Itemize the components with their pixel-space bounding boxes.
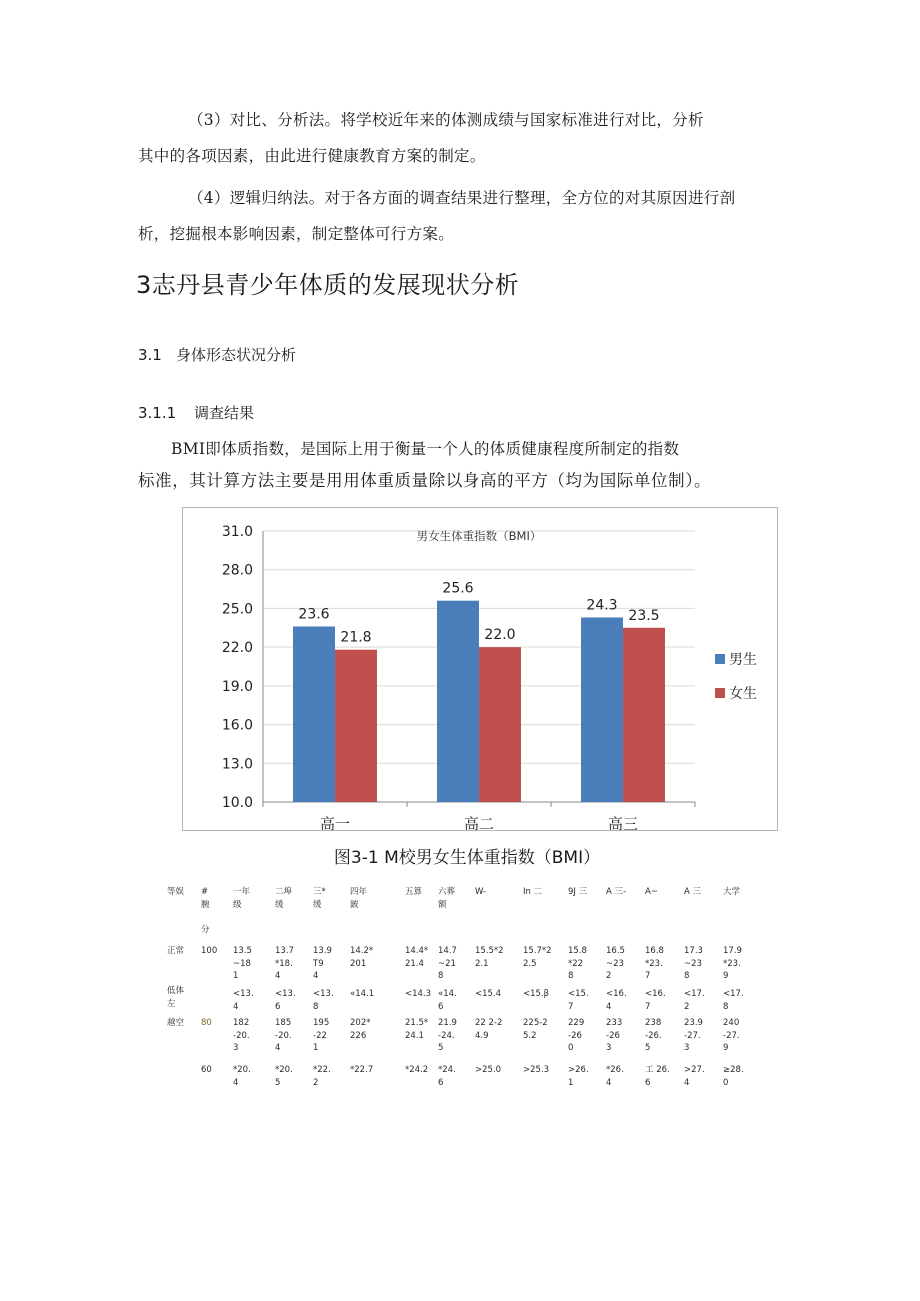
table-cell: [233, 988, 254, 1013]
table-cell-line: -26: [606, 1030, 620, 1041]
table-cell-line: 2: [313, 1077, 319, 1088]
table-cell-line: 4: [233, 1077, 239, 1088]
y-tick-label: 31.0: [221, 524, 253, 540]
table-cell: [275, 945, 294, 983]
table-cell: [275, 988, 296, 1013]
table-cell: [684, 945, 703, 983]
table-cell-line: 3: [606, 1043, 612, 1053]
table-cell-line: 4: [275, 971, 281, 981]
chart-canvas: [183, 508, 777, 830]
subsection-number: 3.1: [138, 346, 162, 364]
table-cell-line: 分: [201, 924, 210, 935]
table-cell-line: >25.0: [475, 1065, 502, 1075]
table-cell-line: <17.: [684, 989, 705, 999]
bar-male: [293, 626, 335, 802]
text-line: 析，挖掘根本影响因素，制定整体可行方案。: [138, 225, 455, 243]
subsubsection-title: 调查结果: [194, 404, 255, 422]
table-cell-line: 5: [645, 1043, 651, 1053]
table-cell-line: T9: [313, 958, 324, 969]
legend-label: 女生: [729, 686, 757, 702]
table-cell-line: <14.3: [405, 989, 432, 999]
table-cell-line: 3: [684, 1043, 690, 1053]
subsubsection-heading: [138, 402, 254, 423]
table-cell-line: -20.: [233, 1030, 250, 1041]
table-cell-line: A 三-: [606, 887, 627, 897]
table-cell-line: 24.1: [405, 1030, 424, 1041]
table-cell-line: 三*: [313, 887, 326, 897]
table-cell-line: 80: [201, 1018, 212, 1028]
table-cell-line: 二埠: [275, 887, 293, 897]
table-cell-line: 2.1: [475, 958, 489, 969]
table-cell-line: 5.2: [523, 1030, 537, 1041]
table-cell: [405, 988, 431, 1001]
table-cell-line: *20.: [233, 1065, 251, 1075]
table-cell-line: 额: [438, 899, 447, 910]
table-cell-line: A~: [645, 887, 658, 897]
figure-caption: 图3-1 M校男女生体重指数（BMI）: [333, 848, 601, 868]
table-header-cell: [684, 886, 701, 899]
table-cell: [723, 988, 744, 1013]
table-row-label: [167, 985, 184, 1010]
table-cell-line: 6: [438, 1001, 444, 1012]
y-tick-label: 19.0: [221, 678, 253, 695]
table-cell-line: 15.7*2: [523, 946, 552, 956]
table-cell-line: 4: [275, 1043, 281, 1053]
table-cell-line: 4: [606, 1077, 612, 1088]
table-cell: [568, 945, 587, 983]
table-cell-line: 185: [275, 1018, 292, 1028]
table-cell: [313, 945, 332, 983]
table-header-cell: [475, 886, 486, 899]
data-label: 21.8: [340, 629, 372, 646]
table-cell-line: *26.: [606, 1065, 624, 1075]
table-cell-line: 7: [645, 971, 651, 981]
table-cell-line: 4: [313, 971, 319, 981]
table-cell-line: ~23: [606, 958, 624, 969]
subsubsection-number: 3.1.1: [138, 404, 177, 422]
table-cell-line: -26.: [645, 1030, 662, 1041]
table-cell-line: 22 2-2: [475, 1018, 503, 1028]
bar-male: [581, 617, 623, 802]
table-cell: [405, 1017, 428, 1042]
table-cell-line: In 二: [523, 887, 543, 897]
table-cell-line: «14.: [438, 989, 457, 999]
text-line: （4）逻辑归纳法。对于各方面的调查结果进行整理，全方位的对其原因进行剖: [188, 189, 736, 207]
table-cell-line: 越空: [167, 1018, 185, 1028]
data-label: 23.5: [628, 607, 660, 624]
table-cell-line: 5: [275, 1077, 281, 1088]
table-cell-line: 21.9: [438, 1018, 457, 1028]
table-cell-line: <13.: [233, 989, 254, 999]
table-cell-line: -27.: [684, 1030, 701, 1041]
table-cell-line: 14.7: [438, 946, 457, 956]
table-cell: [438, 1017, 457, 1055]
table-header-cell: [606, 886, 626, 899]
table-header-cell: [201, 886, 210, 936]
text-line: 其中的各项因素，由此进行健康教育方案的制定。: [138, 147, 486, 165]
section-heading: 3志丹县青少年体质的发展现状分析: [136, 271, 520, 299]
subsection-heading: [138, 344, 296, 365]
table-cell: [523, 945, 552, 970]
data-label: 24.3: [586, 597, 618, 614]
table-cell-line: *22: [568, 958, 584, 969]
table-cell-line: 大学: [723, 887, 741, 897]
table-cell-line: 8: [438, 971, 444, 981]
table-cell-line: A 三: [684, 887, 702, 897]
data-label: 22.0: [484, 627, 516, 644]
bmi-bar-chart: [182, 507, 778, 831]
table-cell: [645, 945, 664, 983]
table-cell-line: 13.7: [275, 946, 294, 956]
table-cell: [645, 1064, 670, 1089]
table-cell-line: 182: [233, 1018, 250, 1028]
table-cell-line: 6: [645, 1077, 651, 1088]
table-cell-line: 缓: [313, 899, 322, 910]
table-cell: [475, 1017, 502, 1042]
table-score-cell: [201, 945, 217, 958]
table-cell-line: 16.5: [606, 946, 625, 956]
table-cell-line: 226: [350, 1030, 367, 1041]
table-cell: [438, 1064, 456, 1089]
table-cell: [568, 988, 589, 1013]
table-cell: [723, 1064, 744, 1089]
table-cell-line: *23.: [723, 958, 741, 969]
table-cell-line: ≥28.: [723, 1065, 744, 1075]
table-cell-line: 21.5*: [405, 1018, 429, 1028]
table-cell-line: *22.7: [350, 1065, 374, 1075]
y-tick-label: 10.0: [221, 795, 253, 811]
table-cell-line: <13.: [275, 989, 296, 999]
table-cell-line: 14.2*: [350, 946, 374, 956]
table-cell-line: 等娱: [167, 887, 185, 897]
table-cell-line: <17.: [723, 989, 744, 999]
table-cell-line: 0: [568, 1043, 574, 1053]
table-cell: [313, 1017, 329, 1055]
text-line: BMI即体质指数，是国际上用于衡量一个人的体质健康程度所制定的指数: [171, 440, 680, 458]
table-cell-line: 鈹: [350, 899, 359, 910]
table-cell-line: <15.: [568, 989, 589, 999]
table-cell: [645, 988, 666, 1013]
table-score-cell: [201, 1017, 212, 1030]
table-cell: [606, 945, 625, 983]
legend-label: 男生: [729, 652, 757, 668]
table-cell-line: 1: [233, 971, 239, 981]
table-cell-line: <13.: [313, 989, 334, 999]
table-cell: [684, 1064, 705, 1089]
table-header-cell: [523, 886, 542, 899]
bmi-paragraph: [138, 433, 788, 497]
table-cell-line: *24.: [438, 1065, 456, 1075]
table-cell: [606, 1017, 622, 1055]
table-cell-line: -24.: [438, 1030, 455, 1041]
table-cell-line: 2.5: [523, 958, 537, 969]
x-tick-label: 高一: [319, 815, 351, 830]
table-cell-line: *24.2: [405, 1065, 429, 1075]
table-header-cell: [167, 886, 184, 899]
table-cell-line: 8: [723, 1001, 729, 1012]
data-label: 23.6: [298, 606, 330, 623]
table-cell: [350, 1064, 373, 1077]
table-cell-line: 233: [606, 1018, 623, 1028]
table-cell-line: 240: [723, 1018, 740, 1028]
table-cell: [350, 945, 373, 970]
table-cell: [233, 1017, 250, 1055]
table-cell-line: 4: [684, 1077, 690, 1088]
table-cell-line: 201: [350, 958, 367, 969]
method-paragraph-4: [138, 180, 788, 252]
table-cell-line: 15.5*2: [475, 946, 504, 956]
table-cell-line: 2: [684, 1001, 690, 1012]
subsection-title: 身体形态状况分析: [176, 346, 297, 364]
table-cell: [568, 1064, 589, 1089]
table-cell: [350, 1017, 370, 1042]
legend-swatch: [715, 688, 725, 698]
table-cell-line: <15.β: [523, 989, 550, 999]
table-cell-line: 23.9: [684, 1018, 703, 1028]
table-row-label: [167, 945, 184, 958]
table-cell: [723, 945, 742, 983]
y-tick-label: 28.0: [221, 562, 253, 579]
table-cell: [723, 1017, 740, 1055]
table-cell-line: 6: [438, 1077, 444, 1088]
table-cell: [438, 945, 457, 983]
table-cell-line: 9: [723, 971, 729, 981]
table-cell-line: 21.4: [405, 958, 424, 969]
table-cell-line: 100: [201, 946, 218, 956]
table-header-cell: [350, 886, 367, 911]
table-cell-line: 4: [233, 1001, 239, 1012]
table-cell: [275, 1017, 292, 1055]
table-cell: [350, 988, 374, 1001]
table-cell-line: 正常: [167, 946, 185, 956]
table-cell-line: 8: [568, 971, 574, 981]
table-cell-line: 2: [606, 971, 612, 981]
bar-female: [335, 650, 377, 802]
table-cell-line: *18.: [275, 958, 293, 969]
table-cell-line: >27.: [684, 1065, 705, 1075]
table-cell: [645, 1017, 662, 1055]
table-cell-line: 左: [167, 998, 176, 1009]
table-cell: [405, 1064, 428, 1077]
table-cell: [405, 945, 428, 970]
table-cell-line: 四年: [350, 887, 368, 897]
table-cell-line: <16.: [606, 989, 627, 999]
table-row-label: [167, 1017, 184, 1030]
table-cell: [233, 945, 252, 983]
table-header-cell: [275, 886, 292, 911]
table-cell-line: 5: [438, 1043, 444, 1053]
table-cell: [606, 988, 627, 1013]
table-cell-line: 16.8: [645, 946, 664, 956]
table-cell-line: 229: [568, 1018, 585, 1028]
table-cell-line: 60: [201, 1065, 212, 1075]
table-cell-line: 202*: [350, 1018, 371, 1028]
table-cell-line: 15.8: [568, 946, 587, 956]
y-tick-label: 25.0: [221, 601, 253, 618]
table-cell-line: 8: [684, 971, 690, 981]
table-cell: [475, 988, 501, 1001]
table-cell-line: 1: [313, 1043, 319, 1053]
table-cell: [684, 1017, 703, 1055]
table-cell-line: ~23: [684, 958, 702, 969]
text-line: （3）对比、分析法。将学校近年来的体测成绩与国家标准进行对比，分析: [188, 111, 704, 129]
table-cell-line: 7: [568, 1001, 574, 1012]
table-cell-line: <16.: [645, 989, 666, 999]
table-cell: [313, 1064, 331, 1089]
text-line: 标准，其计算方法主要是用用体重质量除以身高的平方（均为国际单位制）。: [138, 471, 712, 490]
table-cell-line: 五算: [405, 887, 423, 897]
table-cell-line: 195: [313, 1018, 330, 1028]
table-cell-line: 1: [568, 1077, 574, 1088]
legend-swatch: [715, 654, 725, 664]
data-label: 25.6: [442, 580, 474, 597]
table-cell-line: 13.9: [313, 946, 332, 956]
table-cell: [475, 1064, 501, 1077]
table-cell-line: >26.: [568, 1065, 589, 1075]
table-cell-line: ~21: [438, 958, 456, 969]
chart-title: 男女生体重指数（BMI）: [416, 529, 542, 543]
bar-male: [437, 601, 479, 802]
table-cell-line: 8: [313, 1001, 319, 1012]
y-tick-label: 13.0: [221, 756, 253, 773]
table-cell-line: [201, 911, 210, 924]
table-cell-line: 9: [723, 1043, 729, 1053]
table-cell: [684, 988, 705, 1013]
table-cell-line: 低体: [167, 986, 185, 996]
x-tick-label: 高三: [607, 815, 639, 830]
table-cell-line: >25.3: [523, 1065, 550, 1075]
table-cell: [568, 1017, 584, 1055]
x-tick-label: 高二: [463, 815, 495, 830]
table-score-cell: [201, 1064, 212, 1077]
table-cell: [523, 1064, 549, 1077]
table-header-cell: [645, 886, 658, 899]
table-cell-line: 0: [723, 1077, 729, 1088]
table-cell-line: *23.: [645, 958, 663, 969]
table-header-cell: [233, 886, 250, 911]
table-cell-line: 级: [233, 899, 242, 910]
table-cell-line: *22.: [313, 1065, 331, 1075]
bar-female: [623, 628, 665, 802]
table-cell-line: ~18: [233, 958, 251, 969]
table-cell: [606, 1064, 624, 1089]
table-cell: [438, 988, 457, 1013]
table-cell-line: 4: [606, 1001, 612, 1012]
table-cell-line: W-: [475, 887, 487, 897]
table-cell-line: 工 26.: [645, 1065, 670, 1075]
table-cell-line: «14.1: [350, 989, 375, 999]
table-cell: [233, 1064, 251, 1089]
table-cell-line: 13.5: [233, 946, 252, 956]
table-cell: [523, 1017, 548, 1042]
table-header-cell: [723, 886, 740, 899]
table-header-cell: [313, 886, 326, 911]
table-header-cell: [568, 886, 587, 899]
table-cell: [523, 988, 549, 1001]
table-cell-line: -26: [568, 1030, 582, 1041]
method-paragraph-3: [138, 102, 788, 174]
table-cell-line: 17.3: [684, 946, 703, 956]
table-cell-line: 238: [645, 1018, 662, 1028]
table-cell-line: 9J 三: [568, 887, 588, 897]
table-cell-line: 腕: [201, 899, 210, 910]
table-cell: [275, 1064, 293, 1089]
table-cell-line: *20.: [275, 1065, 293, 1075]
table-cell-line: 7: [645, 1001, 651, 1012]
bar-female: [479, 647, 521, 802]
table-cell-line: <15.4: [475, 989, 502, 999]
table-cell: [313, 988, 334, 1013]
table-cell-line: 225-2: [523, 1018, 548, 1028]
table-cell-line: 缓: [275, 899, 284, 910]
table-cell-line: -22: [313, 1030, 327, 1041]
table-cell-line: 4.9: [475, 1030, 489, 1041]
table-cell-line: -20.: [275, 1030, 292, 1041]
y-tick-label: 22.0: [221, 640, 253, 657]
table-cell-line: 一年: [233, 887, 251, 897]
table-cell-line: 6: [275, 1001, 281, 1012]
table-cell-line: #: [201, 887, 209, 897]
table-cell-line: 3: [233, 1043, 239, 1053]
table-header-cell: [438, 886, 455, 911]
table-header-cell: [405, 886, 422, 899]
table-cell-line: -27.: [723, 1030, 740, 1041]
table-cell: [475, 945, 504, 970]
table-cell-line: 17.9: [723, 946, 742, 956]
y-tick-label: 16.0: [221, 717, 253, 734]
table-cell-line: 14.4*: [405, 946, 429, 956]
table-cell-line: 六葬: [438, 887, 456, 897]
